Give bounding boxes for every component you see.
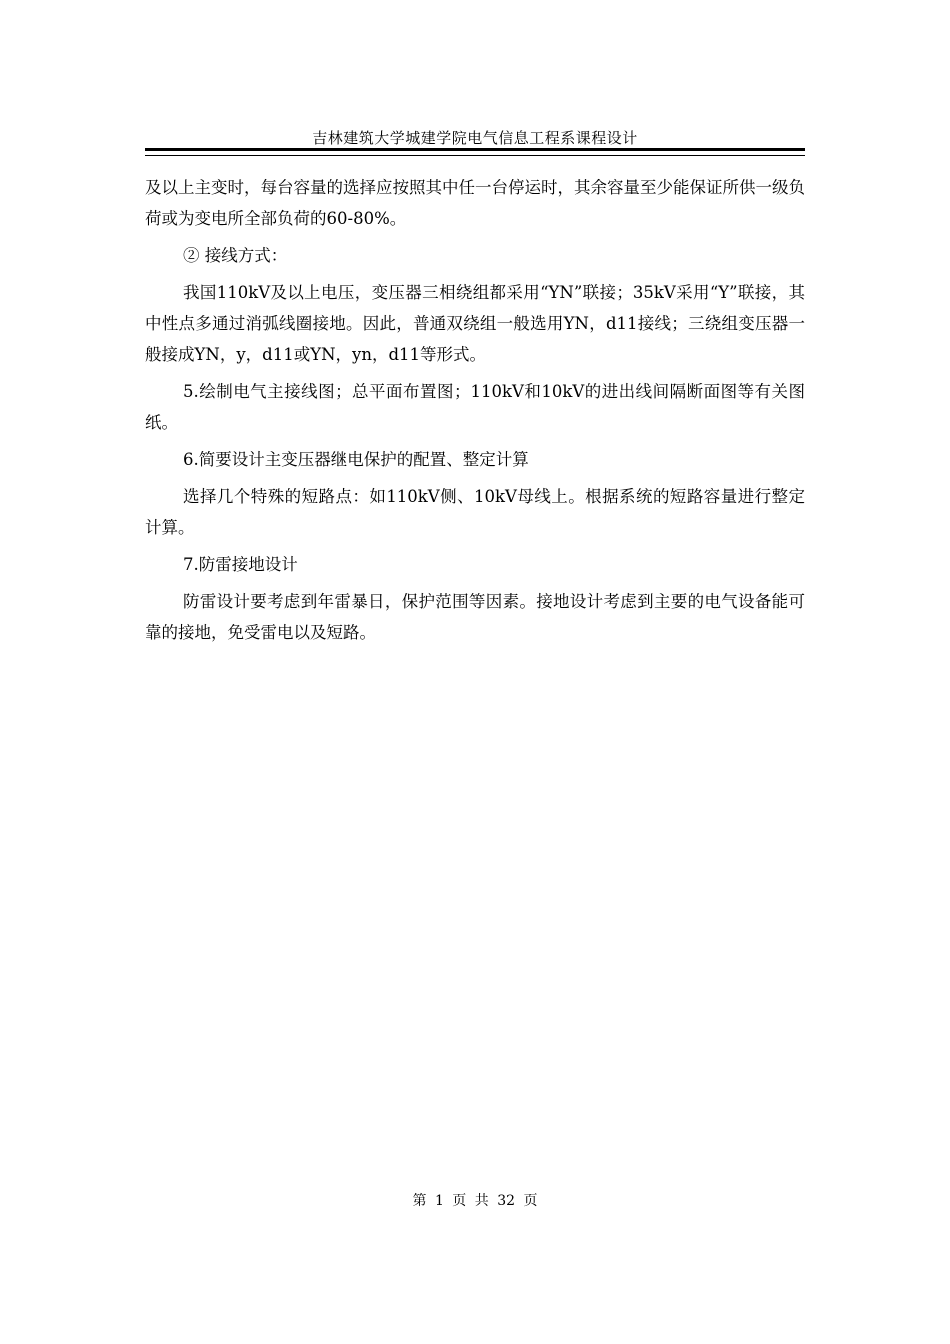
item-5-drawings: 5.绘制电气主接线图；总平面布置图；110kV和10kV的进出线间隔断面图等有关图纸。 — [145, 382, 805, 432]
item-7-lightning-grounding: 7.防雷接地设计 — [183, 555, 298, 574]
item-6-relay-protection: 6.简要设计主变压器继电保护的配置、整定计算 — [183, 450, 529, 469]
page-number-footer: 第 1 页 共 32 页 — [412, 1193, 538, 1209]
paragraph-short-circuit: 选择几个特殊的短路点：如110kV侧、10kV母线上。根据系统的短路容量进行整定计算。 — [145, 487, 805, 537]
paragraph-lightning-design: 防雷设计要考虑到年雷暴日，保护范围等因素。接地设计考虑到主要的电气设备能可靠的接地，免受雷电以及短路。 — [145, 592, 805, 642]
paragraph-wiring-description: 我国110kV及以上电压，变压器三相绕组都采用“YN”联接；35kV采用“Y”联接，其中性点多通过消弧线圈接地。因此，普通双绕组一般选用YN，d11接线；三绕组变压器一般接成YN，y，d11或YN，yn，d11等形式。 — [145, 283, 805, 364]
subheading-wiring-method: ② 接线方式： — [183, 246, 288, 265]
header-rule-thick — [145, 148, 805, 151]
paragraph-continuation: 及以上主变时，每台容量的选择应按照其中任一台停运时，其余容量至少能保证所供一级负荷或为变电所全部负荷的60-80%。 — [145, 178, 805, 228]
document-body — [145, 172, 805, 654]
header-rule-thin — [145, 155, 805, 156]
page-header-title: 吉林建筑大学城建学院电气信息工程系课程设计 — [312, 129, 638, 147]
